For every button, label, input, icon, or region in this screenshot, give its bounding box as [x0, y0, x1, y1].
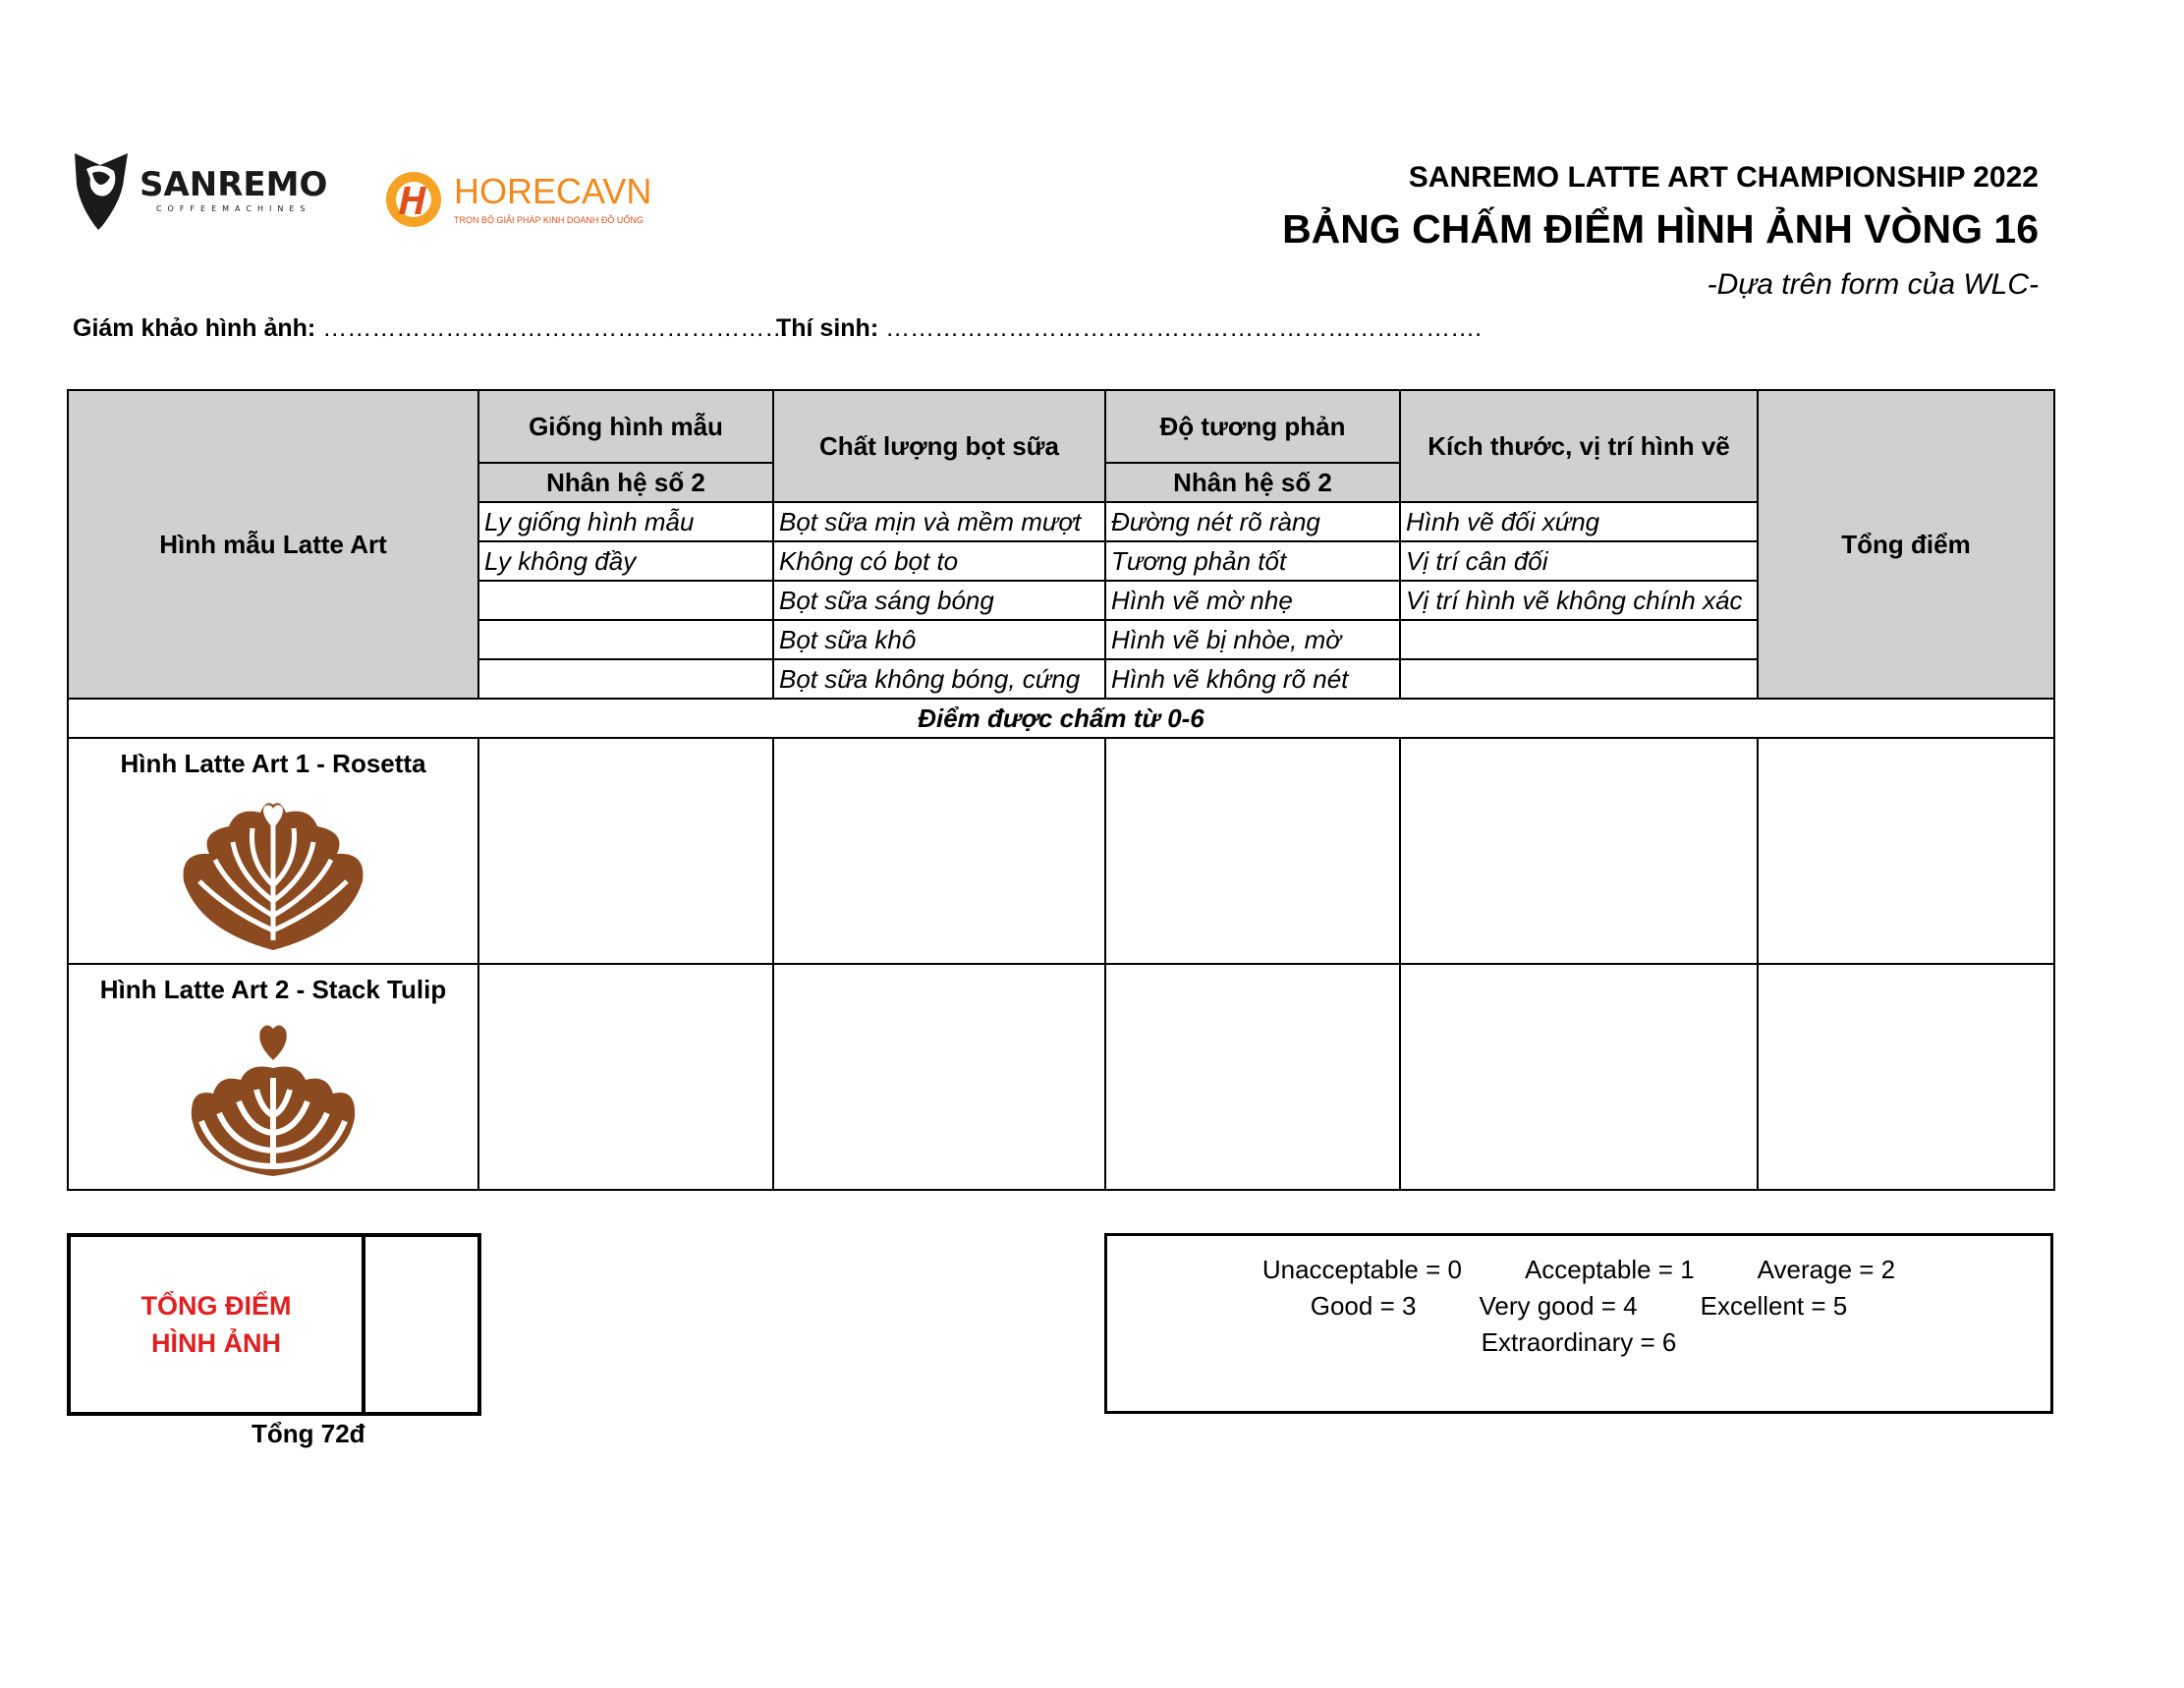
total-score-label — [71, 1237, 365, 1412]
legend-item: Good = 3 — [1310, 1291, 1417, 1321]
header-contrast: Độ tương phản — [1105, 390, 1400, 463]
total-score-box — [67, 1233, 481, 1416]
header-size: Kích thước, vị trí hình vẽ — [1400, 390, 1758, 502]
legend-item: Acceptable = 1 — [1524, 1255, 1695, 1284]
legend-row — [1107, 1288, 2050, 1324]
sanremo-wordmark: SANREMO — [140, 164, 328, 204]
score-cell[interactable] — [1400, 964, 1758, 1190]
contrast-multiplier: Nhân hệ số 2 — [1105, 463, 1400, 502]
judge-label: Giám khảo hình ảnh: — [73, 314, 316, 342]
score-table — [67, 389, 2055, 1191]
criteria-cell: Ly giống hình mẫu — [478, 502, 773, 541]
art-title: Hình Latte Art 1 - Rosetta — [120, 749, 426, 778]
score-legend — [1104, 1233, 2053, 1414]
horecavn-logo — [383, 169, 651, 230]
stack-tulip-latte-art-icon — [180, 1019, 366, 1186]
criteria-cell: Hình vẽ đối xứng — [1400, 502, 1758, 541]
criteria-cell: Bọt sữa sáng bóng — [773, 581, 1105, 620]
contestant-blank[interactable]: ………………………………………………………………. — [885, 314, 1483, 342]
score-range-note: Điểm được chấm từ 0-6 — [68, 699, 2054, 738]
criteria-cell: Không có bọt to — [773, 541, 1105, 581]
art-pattern-rosetta — [68, 738, 478, 964]
judge-blank[interactable]: ………………………………………………… — [322, 314, 790, 342]
art-pattern-stack-tulip — [68, 964, 478, 1190]
score-cell[interactable] — [478, 738, 773, 964]
criteria-cell — [1400, 620, 1758, 659]
legend-item: Extraordinary = 6 — [1481, 1327, 1677, 1357]
criteria-cell: Vị trí cân đối — [1400, 541, 1758, 581]
score-cell[interactable] — [773, 738, 1105, 964]
score-cell[interactable] — [773, 964, 1105, 1190]
total-score-line1: TỔNG ĐIỂM — [140, 1291, 292, 1321]
rosetta-latte-art-icon — [170, 793, 376, 960]
legend-row — [1107, 1252, 2050, 1288]
criteria-cell: Hình vẽ không rõ nét — [1105, 659, 1400, 699]
criteria-cell: Vị trí hình vẽ không chính xác — [1400, 581, 1758, 620]
criteria-cell — [1400, 659, 1758, 699]
sanremo-logo — [67, 149, 327, 230]
total-score-value[interactable] — [365, 1237, 477, 1412]
header-total: Tổng điểm — [1758, 390, 2054, 699]
legend-item: Excellent = 5 — [1700, 1291, 1848, 1321]
criteria-cell — [478, 581, 773, 620]
criteria-cell: Hình vẽ bị nhòe, mờ — [1105, 620, 1400, 659]
criteria-cell: Hình vẽ mờ nhẹ — [1105, 581, 1400, 620]
header-pattern: Hình mẫu Latte Art — [68, 390, 478, 699]
criteria-cell: Ly không đầy — [478, 541, 773, 581]
page-title: BẢNG CHẤM ĐIỂM HÌNH ẢNH VÒNG 16 — [1282, 206, 2039, 252]
horecavn-tagline: TRỌN BỘ GIẢI PHÁP KINH DOANH ĐỒ UỐNG — [454, 215, 644, 225]
header-similarity: Giống hình mẫu — [478, 390, 773, 463]
score-cell[interactable] — [1758, 964, 2054, 1190]
total-max-note: Tổng 72đ — [252, 1419, 365, 1448]
legend-row — [1107, 1324, 2050, 1361]
event-name: SANREMO LATTE ART CHAMPIONSHIP 2022 — [1408, 161, 2039, 194]
horecavn-h-icon — [383, 169, 448, 230]
header-foam: Chất lượng bọt sữa — [773, 390, 1105, 502]
sanremo-tagline: COFFEEMACHINES — [155, 203, 311, 213]
criteria-cell: Bọt sữa mịn và mềm mượt — [773, 502, 1105, 541]
criteria-cell: Đường nét rõ ràng — [1105, 502, 1400, 541]
score-cell[interactable] — [1400, 738, 1758, 964]
score-cell[interactable] — [1105, 964, 1400, 1190]
contestant-label: Thí sinh: — [776, 314, 879, 342]
art-title: Hình Latte Art 2 - Stack Tulip — [99, 975, 447, 1004]
legend-item: Average = 2 — [1757, 1255, 1896, 1284]
criteria-cell — [478, 620, 773, 659]
score-cell[interactable] — [1105, 738, 1400, 964]
criteria-cell: Bọt sữa không bóng, cứng — [773, 659, 1105, 699]
similarity-multiplier: Nhân hệ số 2 — [478, 463, 773, 502]
horecavn-wordmark: HORECAVN — [454, 171, 652, 211]
header-block — [1282, 159, 2039, 305]
page-subtitle: -Dựa trên form của WLC- — [1707, 268, 2039, 301]
legend-item: Unacceptable = 0 — [1261, 1255, 1462, 1284]
criteria-cell — [478, 659, 773, 699]
legend-item: Very good = 4 — [1479, 1291, 1638, 1321]
score-cell[interactable] — [1758, 738, 2054, 964]
criteria-cell: Tương phản tốt — [1105, 541, 1400, 581]
criteria-cell: Bọt sữa khô — [773, 620, 1105, 659]
total-score-line2: HÌNH ẢNH — [151, 1328, 281, 1358]
contestant-field[interactable] — [776, 314, 1482, 343]
score-cell[interactable] — [478, 964, 773, 1190]
judge-field[interactable] — [73, 314, 789, 343]
sanremo-horse-icon — [67, 149, 136, 230]
